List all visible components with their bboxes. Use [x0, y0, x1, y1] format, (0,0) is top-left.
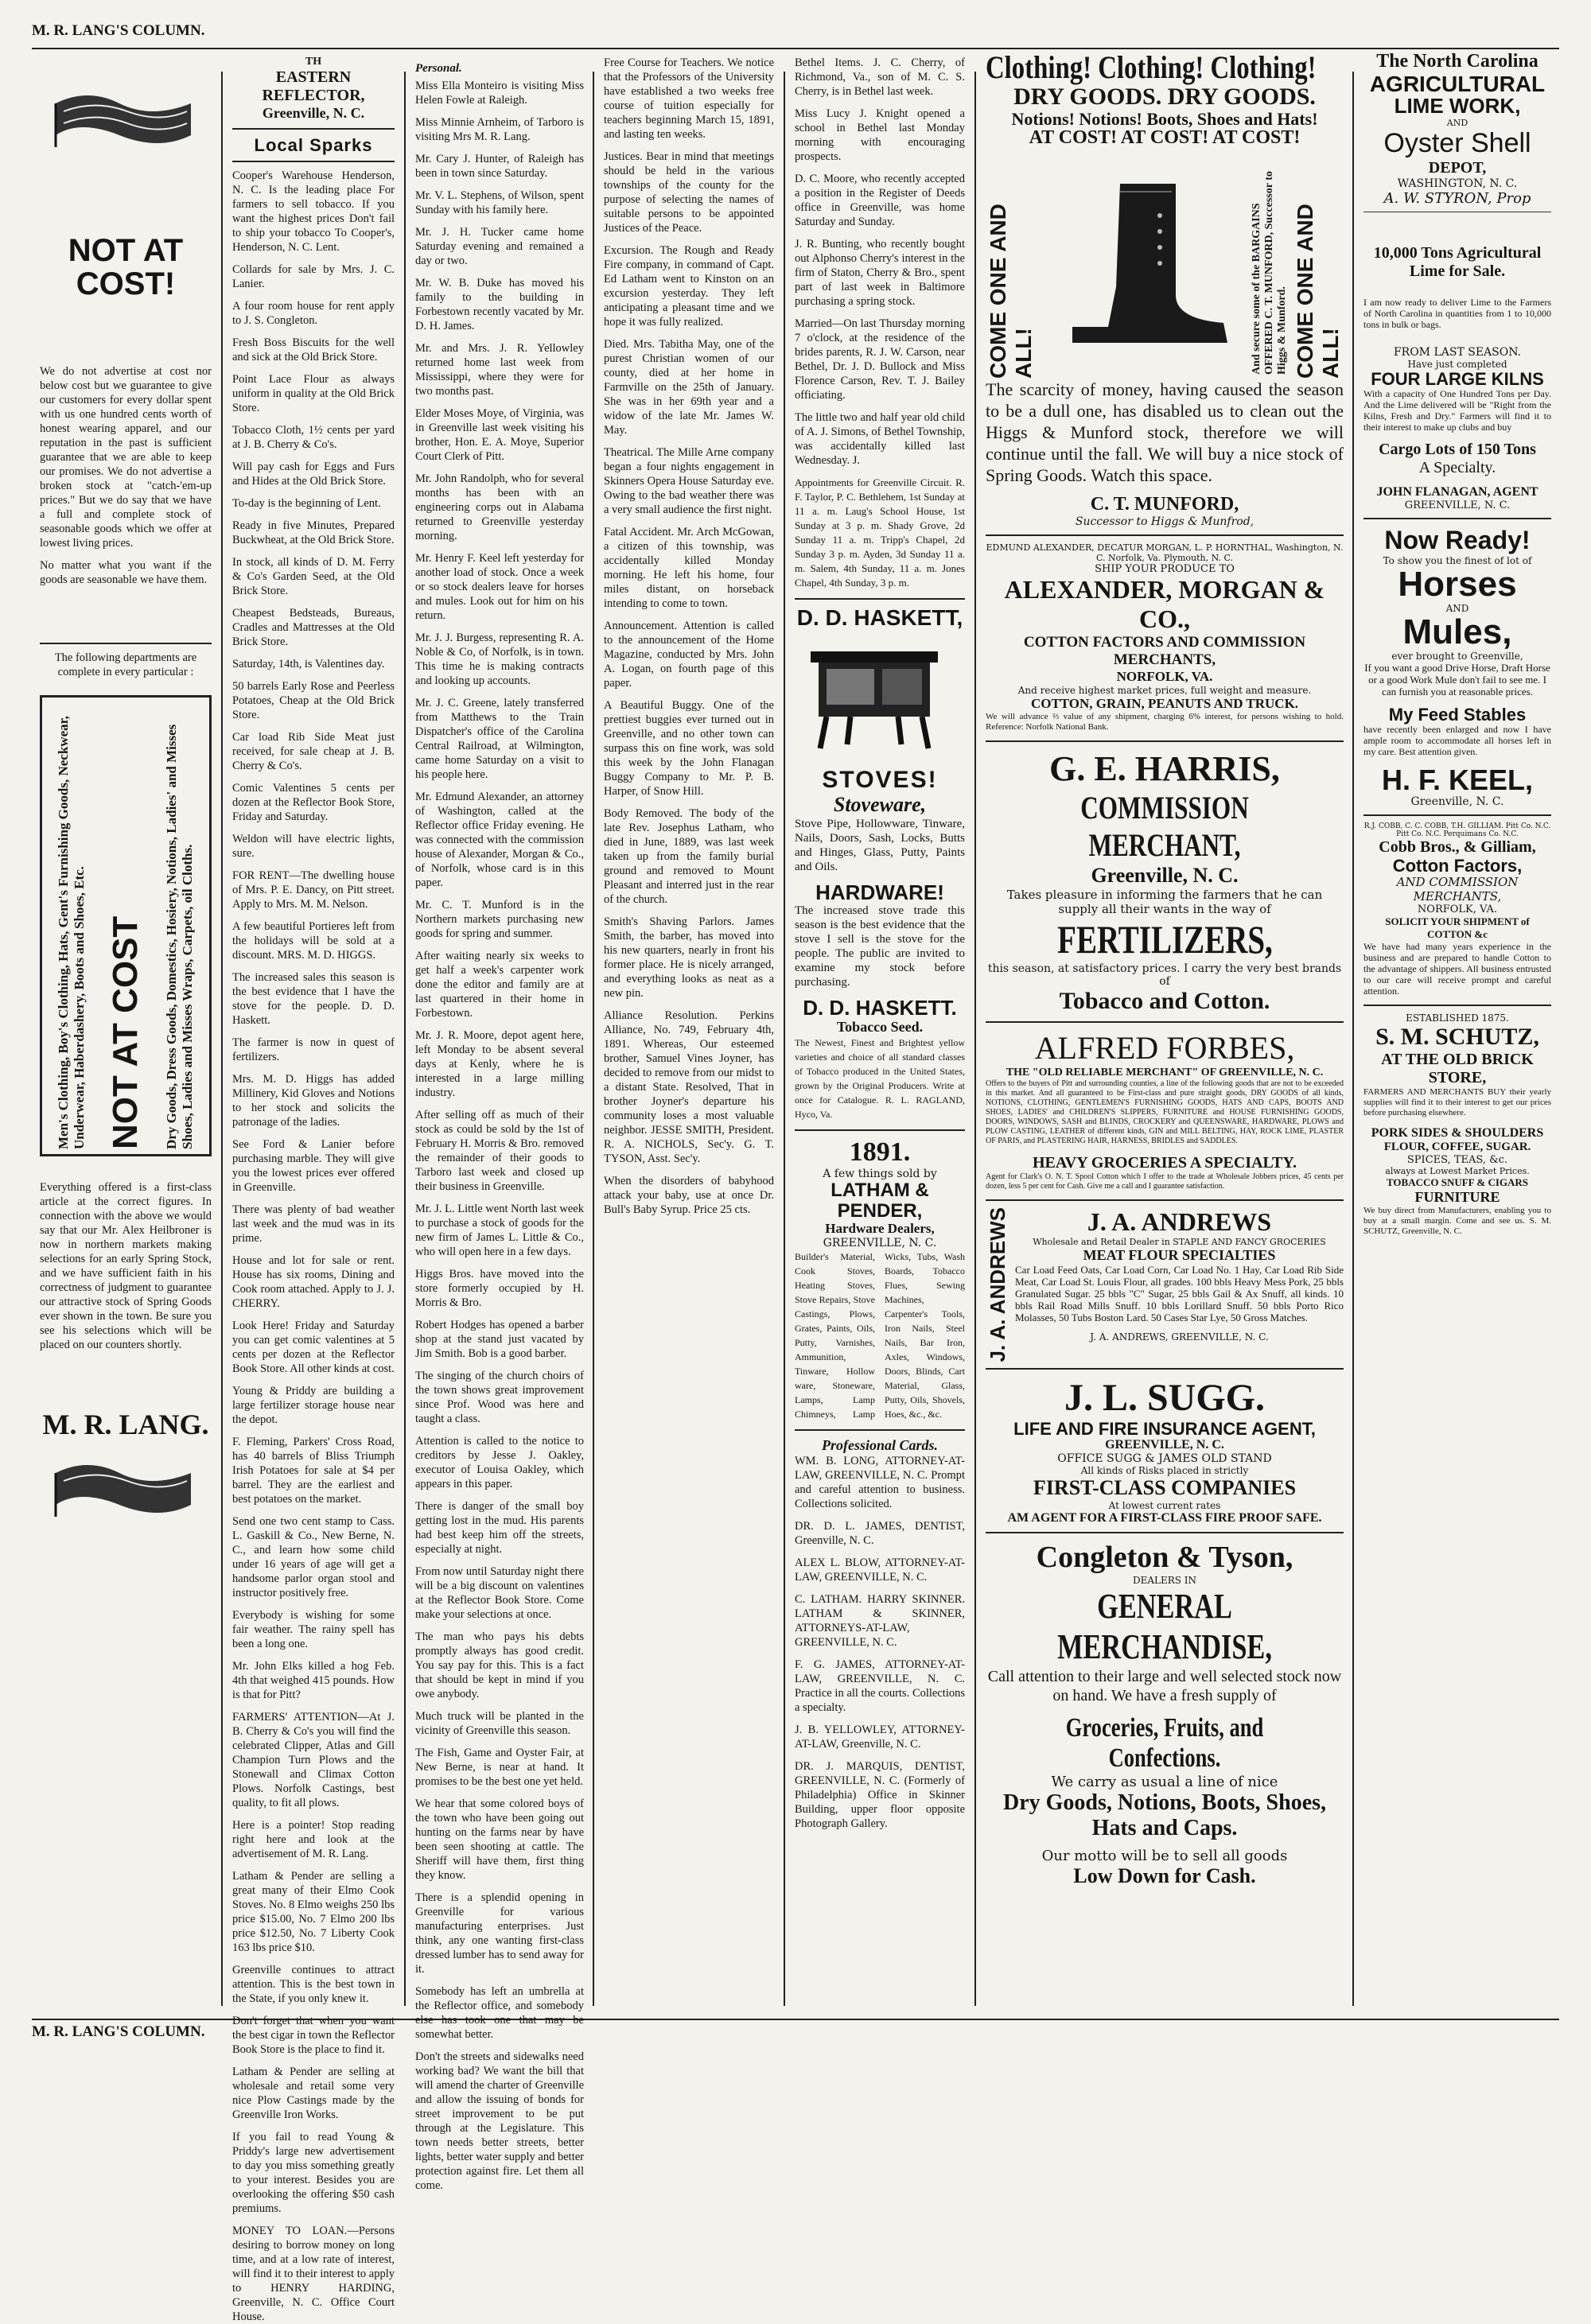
congleton-dealers: DEALERS IN [1132, 1575, 1197, 1587]
amc-title: ALEXANDER, MORGAN & CO., [1004, 574, 1325, 633]
schutz-tobacco: TOBACCO SNUFF & CIGARS [1386, 1176, 1529, 1189]
lime-and: AND [1446, 117, 1468, 128]
cobb-cm: AND COMMISSION MERCHANTS, [1396, 875, 1519, 904]
sugg-risks: All kinds of Risks placed in strictly [1080, 1465, 1249, 1477]
lime-just: Have just completed [1407, 358, 1507, 370]
amc-partners: EDMUND ALEXANDER, DECATUR MORGAN, L. P. HORNTHAL, Washington, N. C. Norfolk, Va. Plymouth, N. C. [986, 542, 1344, 563]
cobb-solicit: SOLICIT YOUR SHIPMENT of COTTON &c [1385, 915, 1530, 941]
local-item: F. Fleming, Parkers' Cross Road, has 40 barrels of Bliss Triumph Irish Potatoes for sale at $4 per barrel. They are the earliest and best potatoes on the market. [232, 1436, 395, 1506]
congleton-motto: Our motto will be to sell all goods [1041, 1848, 1288, 1865]
personal-item: Much truck will be planted in the vicinity of Greenville this season. [415, 1710, 584, 1737]
local-item: Latham & Pender are selling at wholesale and retail some very nice Plow Castings made by the Greenville Iron Works. [232, 2066, 395, 2122]
hardware-heading: HARDWARE! [815, 880, 944, 904]
professional-card: ALEX L. BLOW, ATTORNEY-AT-LAW, GREENVILLE, N. C. [795, 1556, 965, 1584]
local-item: Cooper's Warehouse Henderson, N. C. Is the leading place For farmers to sell tobacco. If you want the highest prices Don't fail to ship your tobacco To Cooper's, Henderson, N. C. Lent. [232, 169, 395, 255]
come-left: COME ONE AND ALL! [986, 203, 1036, 379]
personal-item: Miss Minnie Arnheim, of Tarboro is visiting Mrs M. R. Lang. [415, 116, 584, 143]
keel-city: Greenville, N. C. [1410, 795, 1504, 809]
andrews-text: Car Load Feed Oats, Car Load Corn, Car Load No. 1 Hay, Car Load Rib Side Meat, Car Load St. Louis Flour, all grades. 100 bbls Heavy Mess Pork, 25 bbls Granulated Sugar. 25 bbls "C" Sugar, 25 bbls Gail & Ax Snuff, all kinds. 10 bbls Rail Road Mills Snuff. 10 bbls Lorillard Snuff. 50 bbls Porto Rico Molasses, 50 Tubs Boston Lard. 50 Cases Star Lye, 50 Gross Matches. [1015, 1263, 1344, 1323]
lime-styron: A. W. STYRON, Prop [1383, 189, 1531, 207]
congleton-dg: Dry Goods, Notions, Boots, Shoes, Hats and Caps. [1002, 1790, 1327, 1841]
keel-and: AND [1445, 602, 1469, 614]
personal-item: We hear that some colored boys of the town who have been going out hunting on the farms near by have been seen shooting at cattle. The Sheriff will have them, first thing they know. [415, 1797, 584, 1882]
forbes-title: ALFRED FORBES, [1034, 1029, 1295, 1066]
personal-item: There is a splendid opening in Greenville for various manufacturing enterprises. Just think, any one wanting first-class dressed lumber has to send away for it. [415, 1891, 584, 1976]
schutz-old: AT THE OLD BRICK STORE, [1381, 1051, 1534, 1087]
lime-flanagan: JOHN FLANAGAN, AGENT [1376, 484, 1538, 499]
personal-item: The singing of the church choirs of the town shows great improvement since Prof. Wood was here and taught a class. [415, 1370, 584, 1425]
schutz-est: ESTABLISHED 1875. [1406, 1012, 1509, 1024]
schutz-farmers: FARMERS AND MERCHANTS BUY their yearly supplies will find it to their interest to get our prices before purchasing elsewhere. [1363, 1087, 1551, 1118]
personal-item: Miss Ella Monteiro is visiting Miss Helen Fowle at Raleigh. [415, 80, 584, 107]
column-lang [32, 87, 220, 1998]
personal-item: The man who pays his debts promptly always has good credit. You say pay for this. This is a fact that should be kept in mind if you owe anybody. [415, 1630, 584, 1700]
local-item: Young & Priddy are building a large fertilizer storage house near the depot. [232, 1385, 395, 1427]
personal-item: Mr. J. L. Little went North last week to purchase a stock of goods for the new firm of James L. Little & Co., who will open here in a few days. [415, 1203, 584, 1258]
masthead-place: Greenville, N. C. [262, 105, 365, 121]
local-item: Everybody is wishing for some fair weather. The rainy spell has been a long one. [232, 1609, 395, 1651]
news-item: Announcement. Attention is called to the announcement of the Home Magazine, conducted by Mrs. John A. Logan, on fourth page of this paper. [604, 620, 774, 690]
lime-text: I am now ready to deliver Lime to the Farmers of North Carolina in quantities from 1 to 10,000 tons in bulk or bags. [1363, 296, 1551, 330]
lime-nc: The North Carolina [1376, 51, 1538, 72]
haskett-title: D. D. HASKETT, [796, 605, 963, 630]
sugg-title: J. L. SUGG. [1064, 1377, 1266, 1420]
top-rule [32, 48, 1559, 49]
personal-item: Attention is called to the notice to creditors by Jesse J. Oakley, executor of Louisa Oakley, which appears in this paper. [415, 1435, 584, 1490]
news-item: Died. Mrs. Tabitha May, one of the purest Christian women of our county, died at her home in Farmville on the 25th of January. She was in her 69th year and a widow of the late Mr. James W. May. [604, 338, 774, 437]
local-item: Car load Rib Side Meat just received, for sale cheap at J. B. Cherry & Co's. [232, 731, 395, 773]
local-item: Here is a pointer! Stop reading right here and look at the advertisement of M. R. Lang. [232, 1819, 395, 1861]
local-item: Fresh Boss Biscuits for the well and sick at the Old Brick Store. [232, 336, 395, 364]
news-item: When the disorders of babyhood attack your baby, use at once Dr. Bull's Baby Syrup. Price 25 cts. [604, 1175, 774, 1216]
atcost-heading: AT COST! AT COST! AT COST! [1029, 126, 1301, 148]
keel-brought: ever brought to Greenville, [1391, 651, 1523, 663]
local-item: House and lot for sale or rent. House has six rooms, Dining and Cook room attached. Apply to J. J. CHERRY. [232, 1254, 395, 1311]
haskett-sign: D. D. HASKETT. [803, 996, 957, 1020]
personal-item: From now until Saturday night there will be a big discount on valentines at the Reflector Book Store. Come make your selections at once. [415, 1565, 584, 1621]
keel-mules: Mules, [1402, 612, 1512, 651]
personal-item: Mr. Cary J. Hunter, of Raleigh has been in town since Saturday. [415, 153, 584, 180]
bethel-item: Bethel Items. J. C. Cherry, of Richmond, Va., son of M. C. S. Cherry, is in Bethel last week. [795, 56, 965, 98]
column-news [596, 56, 782, 1998]
schutz-title: S. M. SCHUTZ, [1375, 1024, 1539, 1051]
professional-cards: Professional Cards. [821, 1436, 939, 1453]
professional-card: DR. J. MARQUIS, DENTIST, GREENVILLE, N. C. (Formerly of Philadelphia) Office in Skinner Building, upper floor opposite Photograph Gallery. [795, 1759, 965, 1830]
news-item: Body Removed. The body of the late Rev. Josephus Latham, who died in June, 1889, was last week taken up from the family burial ground and removed to Mount Pleasant and interred just in the rear of the church. [604, 807, 774, 906]
latham-city: GREENVILLE, N. C. [823, 1236, 937, 1249]
header-left: M. R. LANG'S COLUMN. [32, 22, 205, 39]
forbes-text: Offers to the buyers of Pitt and surrounding counties, a line of the following goods that are not to be exceeded in this market. And all guaranteed to be First-class and pure straight goods, DRY GOODS of all kinds, NOTIONS, CLOTHING, GENTLEMEN'S FURNISHING GOODS, HATS AND CAPS, BOOTS AND SHOES, LADIES' and CHILDREN'S SLIPPERS, FURNITURE and HOUSE FURNISHING GOODS, DOORS, WINDOWS, SASH and BLINDS, CROCKERY and QUEENSWARE, HARDWARE, PLOWS and PLOW CASTING, LEATHER of different kinds, GIN and MILL BELTING, HAY, ROCK LIME, PLASTER OF PARIS, and PLASTERING HAIR, HARNESS, BRIDLES and SADDLES. [986, 1078, 1344, 1145]
local-item: A few beautiful Portieres left from the holidays will be sold at a discount. MRS. M. D. HIGGS. [232, 920, 395, 962]
personal-item: Mr. J. H. Tucker came home Saturday evening and remained a day or two. [415, 226, 584, 267]
local-item: There was plenty of bad weather last week and the mud was in its prime. [232, 1203, 395, 1246]
professional-card: WM. B. LONG, ATTORNEY-AT-LAW, GREENVILLE, N. C. Prompt and careful attention to business. Collections solicited. [795, 1454, 965, 1510]
congleton-low: Low Down for Cash. [1073, 1864, 1256, 1888]
heavy-groceries: HEAVY GROCERIES A SPECIALTY. [1033, 1153, 1297, 1172]
local-item: See Ford & Lanier before purchasing marble. They will give you the lowest prices ever offered in Greenville. [232, 1138, 395, 1195]
keel-show: To show you the finest of lot of [1383, 554, 1532, 566]
lime-kilns: FOUR LARGE KILNS [1371, 368, 1544, 389]
local-item: The increased sales this season is the best evidence that I have the stove for the people. D. D. Haskett. [232, 971, 395, 1028]
latham-title: LATHAM & PENDER, [831, 1179, 929, 1222]
andrews-meat: MEAT FLOUR SPECIALTIES [1083, 1246, 1276, 1263]
local-item: The farmer is now in quest of fertilizers. [232, 1036, 395, 1064]
come-right: COME ONE AND ALL! [1292, 203, 1343, 379]
bargains-vert: And secure some of the BARGAINS OFFERED C. T. MUNFORD, Successor to Higgs & Munford. [1251, 170, 1289, 375]
local-item: In stock, all kinds of D. M. Ferry & Co's Garden Seed, at the Old Brick Store. [232, 556, 395, 598]
keel-title: H. F. KEEL, [1381, 764, 1534, 797]
lime-work: LIME WORK, [1394, 94, 1521, 119]
lime-depot: DEPOT, [1428, 158, 1487, 177]
oyster-shell: Oyster Shell [1383, 127, 1531, 158]
column-ads [978, 51, 1352, 1998]
personal-item: After waiting nearly six weeks to get half a week's carpenter work done the editor and family are at last quartered in their home in Forbestown. [415, 950, 584, 1020]
personal-item: Don't the streets and sidewalks need working bad? We want the bill that will amend the charter of Greenville and allow the issuing of bonds for street improvement to be put through at the Legislature. This town needs better streets, better lights, better water supply and better protection against fire. Let them all come. [415, 2050, 584, 2192]
stoveware-heading: Stoveware, [833, 792, 927, 816]
personal-item: Robert Hodges has opened a barber shop at the stand just vacated by Jim Smith. Bob is a good barber. [415, 1319, 584, 1360]
local-item: Point Lace Flour as always uniform in quality at the Old Brick Store. [232, 373, 395, 415]
column-local [224, 56, 403, 2324]
local-item: 50 barrels Early Rose and Peerless Potatoes, Cheap at the Old Brick Store. [232, 680, 395, 722]
schutz-text: We buy direct from Manufacturers, enabling you to buy at a small margin. Come and see us. S. M. SCHUTZ, Greenville, N. C. [1363, 1206, 1551, 1237]
sugg-rates: At lowest current rates [1108, 1500, 1221, 1512]
local-item: Look Here! Friday and Saturday you can get comic valentines at 5 cents per dozen at the Reflector Book Store. All other kinds at cost. [232, 1319, 395, 1376]
seed-text: The Newest, Finest and Brightest yellow varieties and choice of all standard classes of Tobacco produced in the United States, grown by the Original Producers. Write at once for Catalogue. R. L. RAGLAND, Hyco, Va. [795, 1037, 965, 1121]
general-merchandise: GENERAL MERCHANDISE, [1057, 1587, 1272, 1667]
personal-item: Mr. and Mrs. J. R. Yellowley returned home last week from Mississippi, where they were for two months past. [415, 342, 584, 398]
forbes-sub: THE "OLD RELIABLE MERCHANT" OF GREENVILLE, N. C. [1006, 1066, 1324, 1078]
not-at-cost-title: NOT AT COST! [68, 233, 184, 301]
news-item: Smith's Shaving Parlors. James Smith, the barber, has moved into his new quarters, nearly in front his former place. He is nicely arranged, and everything looks as neat as a new pin. [604, 915, 774, 1000]
news-item: Theatrical. The Mille Arne company began a four nights engagement in Skinners Opera House Saturday eve. Owing to the bad weather there was a very small audience the first night. [604, 446, 774, 516]
lime-flangv: GREENVILLE, N. C. [1404, 499, 1511, 511]
appointments: Appointments for Greenville Circuit. R. F. Taylor, P. C. Bethlehem, 1st Sunday at 11 a. m. Laug's School House, 1st Sunday at 3 p. m. Shady Grove, 2d Sunday 11 a. m. Tripp's Chapel, 2d Sunday 3 p. m. Ayden, 3d Sunday 11 a. m. Salem, 4th Sunday, 11 a. m. Jones Chapel, 4th Sunday, 3 p. m. [795, 476, 965, 589]
personal-item: Higgs Bros. have moved into the store formerly occupied by H. Morris & Bro. [415, 1268, 584, 1309]
news-item: Excursion. The Rough and Ready Fire company, in command of Capt. Ed Latham went to Kinston on an excursion yesterday. They left anticipating a pleasant time and we hope it was fully realized. [604, 244, 774, 328]
schutz-flour: FLOUR, COFFEE, SUGAR. [1383, 1141, 1531, 1154]
clothing-heading: Clothing! Clothing! Clothing! [986, 49, 1317, 85]
dept-not-at-cost: NOT AT COST [105, 915, 145, 1149]
tobacco-cotton: Tobacco and Cotton. [1059, 987, 1270, 1014]
personal-item: Mr. C. T. Munford is in the Northern markets purchasing new goods for spring and summer. [415, 899, 584, 940]
cobb-factors: Cotton Factors, [1392, 856, 1523, 876]
local-item: If you fail to read Young & Priddy's large new advertisement to day you miss something greatly to your interest. Besides you are overlooking the offering $50 cash premiums. [232, 2131, 395, 2216]
lime-for-sale: Lime for Sale. [1409, 262, 1506, 280]
personal-item: Mr. V. L. Stephens, of Wilson, spent Sunday with his family here. [415, 189, 584, 216]
personal-item: The Fish, Game and Oyster Fair, at New Berne, is near at hand. It promises to be the best one yet held. [415, 1747, 584, 1788]
lime-from: FROM LAST SEASON. [1393, 345, 1522, 359]
lang-para-1: We do not advertise at cost nor below cost but we guarantee to give our customers for every dollar spent with us one hundred cents worth of honest wearing apparel, and our reputation in the past is sufficient guarantee that we are able to keep our promises. We do not advertise a broken stock at "catch-'em-up prices." But we do say that we have a full and complete stock of seasonable goods which we offer at lowest living prices. [40, 365, 212, 550]
local-item: Comic Valentines 5 cents per dozen at the Reflector Book Store, Friday and Saturday. [232, 782, 395, 824]
andrews-foot: J. A. ANDREWS, GREENVILLE, N. C. [1090, 1331, 1269, 1343]
keel-ready: Now Ready! [1384, 525, 1531, 554]
drygoods-heading: DRY GOODS. DRY GOODS. [1013, 84, 1316, 110]
lime-wash: WASHINGTON, N. C. [1397, 177, 1518, 190]
local-item: FARMERS' ATTENTION—At J. B. Cherry & Co's you will find the celebrated Clipper, Atlas and Gill Champion Turn Plows and the Stonewall and Climax Cotton Plows. Norfolk Castings, best quality, to fit all plows. [232, 1711, 395, 1810]
column-personal [407, 56, 592, 2192]
lime-agri: AGRICULTURAL [1369, 72, 1546, 96]
lime-cargo: Cargo Lots of 150 Tons [1379, 440, 1536, 458]
boot-icon [1041, 168, 1247, 359]
harris-commission: COMMISSION MERCHANT, [1080, 789, 1249, 863]
masthead-th: TH [305, 56, 322, 68]
column-right [1356, 51, 1559, 1998]
personal-item: Mr. J. C. Greene, lately transferred from Matthews to the Train Dispatcher's office of the Carolina Central Railroad, at Wilmington, came home Saturday on a visit to his people here. [415, 697, 584, 781]
flag-icon-bottom [40, 1457, 207, 1521]
local-item: Send one two cent stamp to Cass. L. Gaskill & Co., New Berne, N. C., and learn how some child under 16 years of age will get a handsome parlor organ stool and instructor positively free. [232, 1515, 395, 1600]
local-item: Latham & Pender are selling a great many of their Elmo Cook Stoves. No. 8 Elmo weighs 250 lbs price $15.00, No. 7 Elmo 200 lbs price $12.50, No. 7 Liberty Cook 163 lbs price $10. [232, 1870, 395, 1955]
local-item: Saturday, 14th, is Valentines day. [232, 658, 385, 671]
news-item: Free Course for Teachers. We notice that the Professors of the University have established a two weeks free course of tuition especially for teachers beginning March 15, 1891, and lasting ten weeks. [604, 56, 774, 141]
munford-sign: C. T. MUNFORD, [1090, 493, 1239, 515]
local-item: Weldon will have electric lights, sure. [232, 833, 395, 861]
lime-spec: A Specialty. [1418, 458, 1496, 476]
latham-list: Builder's Material, Cook Stoves, Heating Stoves, Stove Repairs, Stove Castings, Plows, Grates, Paints, Oils, Putty, Varnishes, Ammunition, Tinware, Hollow ware, Stoneware, Lamps, Lamp Chimneys, Lamp Wicks, Tubs, Wash Boards, Tobacco Flues, Sewing Machines, Carpenter's Tools, Iron Nails, Steel Nails, Bar Iron, Axles, Windows, Doors, Blinds, Cart Material, Glass, Putty, Oils, Shovels, Hoes, &c., &c. [795, 1250, 965, 1420]
amc-norfolk: NORFOLK, VA. [1116, 668, 1213, 684]
amc-specialties: COTTON, GRAIN, PEANUTS AND TRUCK. [1030, 695, 1299, 711]
news-item: A Beautiful Buggy. One of the prettiest buggies ever turned out in Greenville, and no other town can surpass this on fine work, was sold this week by the John Flanagan Buggy Company to Mr. P. B. Harper, of Snow Hill. [604, 699, 774, 798]
stoves-heading: STOVES! [822, 767, 938, 794]
fertilizers-heading: FERTILIZERS, [1056, 916, 1273, 962]
harris-text: Takes pleasure in informing the farmers that he can supply all their wants in the way of [1006, 887, 1323, 916]
amc-cotton: COTTON FACTORS AND COMMISSION MERCHANTS, [1023, 633, 1306, 668]
personal-item: Somebody has left an umbrella at the Reflector office, and somebody else has took one that may be somewhat better. [415, 1985, 584, 2041]
schutz-pork: PORK SIDES & SHOULDERS [1371, 1126, 1544, 1141]
section-local-sparks: Local Sparks [254, 135, 373, 155]
forbes-text2: Agent for Clark's O. N. T. Spool Cotton which I offer to the trade at Wholesale Jobbers prices, 45 cents per dozen, less 5 per cent for Cash. Give me a call and I guarantee satisfaction. [986, 1172, 1344, 1191]
personal-item: After selling off as much of their stock as could be sold by the 1st of February H. Morris & Bro. removed the remainder of their goods to Tarboro last week and closed up their business in Greenville. [415, 1109, 584, 1193]
local-item: Will pay cash for Eggs and Furs and Hides at the Old Brick Store. [232, 461, 395, 488]
harris-city: Greenville, N. C. [1091, 863, 1239, 887]
schutz-spices: SPICES, TEAS, &c. [1406, 1154, 1508, 1167]
flag-icon [40, 87, 207, 151]
schutz-furniture: FURNITURE [1414, 1189, 1500, 1206]
keel-feedtext: have recently been enlarged and now I have ample room to accommodate all horses left in my care. Best attention given. [1363, 724, 1551, 758]
column-bethel [787, 56, 973, 1998]
congleton-title: Congleton & Tyson, [1036, 1541, 1293, 1575]
bethel-item: J. R. Bunting, who recently bought out Alphonso Cherry's interest in the firm of Staton, Cherry & Bro., spent part of last week in Baltimore purchasing a spring stock. [795, 238, 965, 308]
congleton-carry: We carry as usual a line of nice [1051, 1774, 1278, 1791]
personal-item: Elder Moses Moye, of Virginia, was in Greenville last week visiting his brother, Hon. E. A. Moye, Superior Court Clerk of Pitt. [415, 407, 584, 463]
departments-box [40, 695, 212, 1156]
section-personal: Personal. [415, 62, 462, 75]
sugg-firstclass: FIRST-CLASS COMPANIES [1033, 1476, 1297, 1500]
amc-text2: We will advance ⅔ value of any shipment, charging 6% interest, for persons wishing to hold. Reference: Norfolk National Bank. [986, 711, 1344, 732]
local-item: Mr. John Elks killed a hog Feb. 4th that weighed 415 pounds. How is that for Pitt? [232, 1660, 395, 1702]
cobb-title: Cobb Bros., & Gilliam, [1379, 838, 1536, 857]
masthead-title: EASTERN REFLECTOR, [262, 68, 365, 104]
few-things: A few things sold by [823, 1168, 937, 1181]
seed-heading: Tobacco Seed. [836, 1019, 924, 1036]
footer-left: M. R. LANG'S COLUMN. [32, 2023, 205, 2040]
bethel-item: Married—On last Thursday morning 7 o'clock, at the residence of the brides parents, R. J. W. Carson, near Bethel, Dr. J. D. Bullock and Miss Florence Carson, Rev. T. J. Bailey officiating. [795, 317, 965, 402]
scarcity-text: The scarcity of money, having caused the season to be a dull one, has disabled us to clean out the Higgs & Munford stock, therefore we will continue until the fall. We will buy a nice stock of Spring Goods. Watch this space. [986, 379, 1344, 485]
sugg-life: LIFE AND FIRE INSURANCE AGENT, [1013, 1419, 1316, 1440]
local-item: To-day is the beginning of Lent. [232, 497, 381, 511]
news-item: Fatal Accident. Mr. Arch McGowan, a citizen of this township, was accidentally killed Monday morning. He left his home, four miles distant, on horseback intending to come to town. [604, 526, 774, 610]
bethel-item: Miss Lucy J. Knight opened a school in Bethel last Monday morning with encouraging prospects. [795, 107, 965, 163]
sugg-city: GREENVILLE, N. C. [1105, 1438, 1224, 1452]
hardware-text: The increased stove trade this season is the best evidence that the stove I sell is the stove for the people. The public are invited to examine my stock before purchasing. [795, 904, 965, 989]
andrews-vert: J. A. ANDREWS [986, 1207, 1009, 1362]
personal-item: Mr. J. R. Moore, depot agent here, left Monday to be absent several days at Kenly, where he is interested in a large milling industry. [415, 1029, 584, 1099]
notions-heading: Notions! Notions! Boots, Shoes and Hats! [1011, 108, 1318, 129]
local-item: Tobacco Cloth, 1½ cents per yard at J. B. Cherry & Co's. [232, 424, 395, 452]
andrews-title: J. A. ANDREWS [1087, 1207, 1272, 1236]
andrews-sub: Wholesale and Retail Dealer in STAPLE AND FANCY GROCERIES [1033, 1236, 1326, 1247]
bethel-item: D. C. Moore, who recently accepted a position in the Register of Deeds office in Greenville, was home Saturday and Sunday. [795, 173, 965, 228]
professional-card: DR. D. L. JAMES, DENTIST, Greenville, N. C. [795, 1519, 965, 1547]
lang-sign: M. R. LANG. [42, 1409, 209, 1440]
keel-want: If you want a good Drive Horse, Draft Horse or a good Work Mule don't fail to see me. I can furnish you at reasonable prices. [1364, 662, 1550, 698]
year-heading: 1891. [849, 1137, 911, 1168]
local-item: Greenville continues to attract attention. This is the best town in the State, if you only knew it. [232, 1964, 395, 2006]
schutz-always: always at Lowest Market Prices. [1385, 1166, 1530, 1177]
lang-para-3: The following departments are complete in every particular : [54, 651, 197, 678]
local-item: Mrs. M. D. Higgs has added Millinery, Kid Gloves and Notions to her stock and solicits the patronage of the ladies. [232, 1073, 395, 1129]
personal-item: There is danger of the small boy getting lost in the mud. His parents had best keep him off the streets, especially at night. [415, 1500, 584, 1556]
professional-card: F. G. JAMES, ATTORNEY-AT-LAW, GREENVILLE, N. C. Practice in all the courts. Collections a specialty. [795, 1658, 965, 1714]
local-item: MONEY TO LOAN.—Persons desiring to borrow money on long time, and at a low rate of interest, will find it to their interest to apply to HENRY HARDING, Greenville, N. C. Office Court House. [232, 2225, 395, 2324]
personal-item: Mr. W. B. Duke has moved his family to the building in Forbestown recently vacated by Mr. D. H. James. [415, 277, 584, 332]
local-item: Cheapest Bedsteads, Bureaus, Cradles and Mattresses at the Old Brick Store. [232, 607, 395, 649]
amc-text: And receive highest market prices, full weight and measure. [1017, 684, 1312, 696]
ship-produce: SHIP YOUR PRODUCE TO [1095, 562, 1235, 575]
cobb-norfolk: NORFOLK, VA. [1417, 904, 1498, 916]
personal-item: Mr. Edmund Alexander, an attorney of Washington, called at the Reflector office Friday evening. He was connected with the commission house of Alexander, Morgan & Co., of Norfolk, whose card is in this paper. [415, 791, 584, 889]
cobb-names: R.J. COBB, C. C. COBB, T.H. GILLIAM. Pitt Co. N.C. Pitt Co. N.C. Perquimans Co. N.C. [1363, 822, 1551, 839]
local-item: Collards for sale by Mrs. J. C. Lanier. [232, 263, 395, 291]
news-item: Alliance Resolution. Perkins Alliance, No. 749, February 4th, 1891. Whereas, Our esteemed brother, Samuel Vines Joyner, has decided to remove from our midst to a distant State. Resolved, That in brother Joyner's departure his community loses a most valuable neighbor. JESSE SMITH, President. R. A. NICHOLS, Sec'y. G. T. TYSON, Asst. Sec'y. [604, 1009, 774, 1165]
dept-men: Men's Clothing, Boy's Clothing, Hats, Gent's Furnishing Goods, Neckwear, Underwear, Haberdashery, Boots and Shoes, Etc. [56, 716, 88, 1149]
personal-item: Mr. Henry F. Keel left yesterday for another load of stock. Once a week or so stock dealers leave for horses and mules. Look out for him on his return. [415, 552, 584, 622]
lang-para-4: Everything offered is a first-class article at the correct figures. In connection with the above we would say that our Mr. Alex Heilbroner is now in northern markets making selections for an early Spring Stock, and we have sufficient faith in his correctness of judgment to guarantee our attractive stock of Spring Goods ever shown in the town. Be sure you see his selections which will be placed on our counters shortly. [40, 1181, 212, 1351]
cobb-text: We have had many years experience in the business and are prepared to handle Cotton to the advantage of shippers. All business entrusted to our care will receive prompt and careful attention. [1363, 941, 1551, 997]
kiln-text: With a capacity of One Hundred Tons per Day. And the Lime delivered will be "Right from the Kilns, Fresh and Dry." Farmers will find it to their interest to make up clubs and buy [1363, 387, 1551, 433]
local-item: A four room house for rent apply to J. S. Congleton. [232, 300, 395, 328]
sugg-office: OFFICE SUGG & JAMES OLD STAND [1057, 1452, 1272, 1466]
personal-item: Mr. J. J. Burgess, representing R. A. Noble & Co, of Norfolk, is in town. This time he is making contracts and looking up accounts. [415, 632, 584, 687]
local-item: FOR RENT—The dwelling house of Mrs. P. E. Dancy, on Pitt street. Apply to Mrs. M. M. Nelson. [232, 869, 395, 911]
fertilizers-sub: this season, at satisfactory prices. I carry the very best brands of [987, 962, 1342, 988]
stove-text: Stove Pipe, Hollowware, Tinware, Nails, Doors, Sash, Locks, Butts and Hinges, Glass, Putty, Paints and Oils. [795, 817, 965, 873]
keel-horses: Horses [1398, 564, 1517, 604]
keel-feed: My Feed Stables [1388, 705, 1527, 725]
bethel-item: The little two and half year old child of A. J. Simons, of Bethel Township, was accidentally killed last Wednesday. J. [795, 411, 965, 467]
hardware-dealers: Hardware Dealers, [825, 1220, 935, 1236]
stove-icon [795, 637, 954, 756]
sugg-agent: AM AGENT FOR A FIRST-CLASS FIRE PROOF SAFE. [1007, 1511, 1322, 1525]
local-item: Ready in five Minutes, Prepared Buckwheat, at the Old Brick Store. [232, 519, 395, 547]
news-item: Justices. Bear in mind that meetings should be held in the various townships of the county for the purpose of selecting the names of suitable persons to be appointed Justices of the Peace. [604, 150, 774, 235]
congleton-text: Call attention to their large and well selected stock now on hand. We have a fresh supply of [987, 1668, 1342, 1705]
lang-para-2: No matter what you want if the goods are seasonable we have them. [40, 559, 212, 586]
professional-card: C. LATHAM. HARRY SKINNER. LATHAM & SKINNER, ATTORNEYS-AT-LAW, GREENVILLE, N. C. [795, 1592, 965, 1649]
congleton-groceries: Groceries, Fruits, and Confections. [1065, 1713, 1264, 1774]
munford-sub: Successor to Higgs & Munfrod, [1075, 515, 1255, 528]
local-item: Don't forget that when you want the best cigar in town the Reflector Book Store is the place to find it. [232, 2015, 395, 2057]
harris-title: G. E. HARRIS, [1049, 748, 1280, 788]
personal-item: Mr. John Randolph, who for several months has been with an engineering corps out in Alabama returned to Greenville yesterday morning. [415, 472, 584, 542]
professional-card: J. B. YELLOWLEY, ATTORNEY-AT-LAW, Greenville, N. C. [795, 1723, 965, 1751]
lime-tons: 10,000 Tons Agricultural [1373, 243, 1542, 262]
dept-dry-goods: Dry Goods, Dress Goods, Domestics, Hosiery, Notions, Ladies' and Misses Shoes, Ladies and Misses Wraps, Carpets, oil Cloths. [163, 724, 195, 1149]
